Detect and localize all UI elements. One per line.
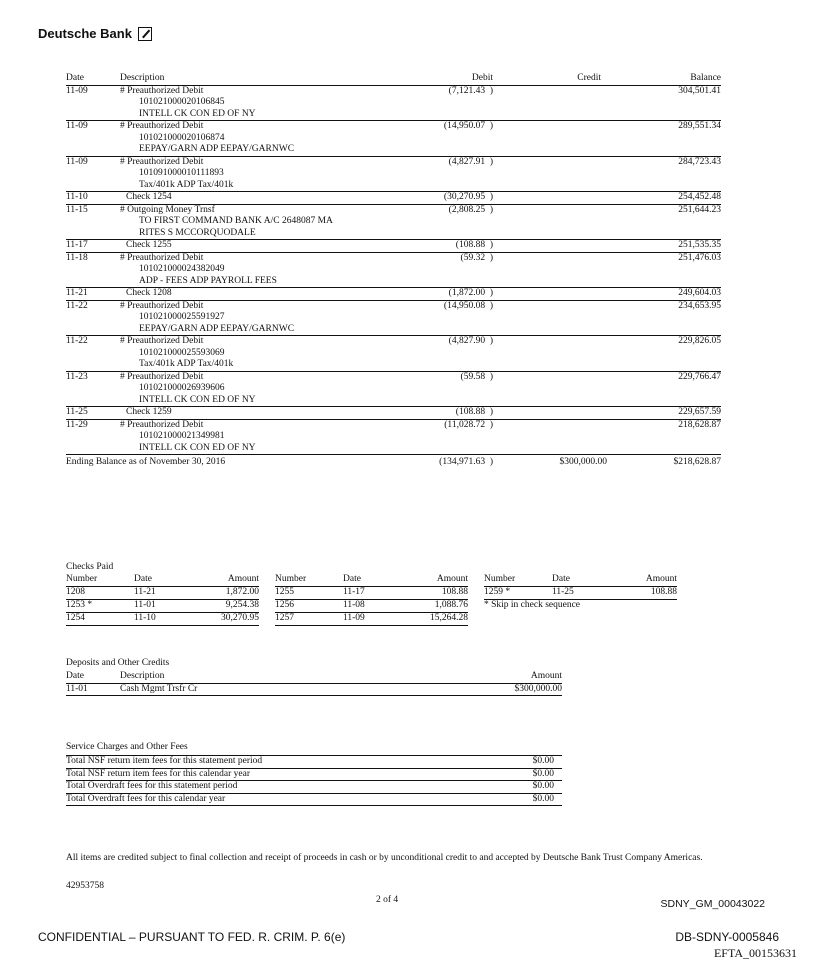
transaction-detail: INTELL CK CON ED OF NY bbox=[120, 109, 410, 121]
check-date: 11-21 bbox=[134, 587, 189, 600]
service-charge-label: Total Overdraft fees for this calendar year bbox=[66, 793, 472, 806]
checks-header-amount: Amount bbox=[189, 574, 259, 587]
transaction-date: 11-17 bbox=[66, 240, 120, 253]
transaction-debit bbox=[410, 276, 493, 288]
transaction-description: # Outgoing Money Trnsf bbox=[120, 204, 215, 215]
transaction-debit bbox=[410, 97, 493, 109]
transaction-debit bbox=[410, 431, 493, 443]
transaction-debit: (11,028.72 ) bbox=[444, 419, 493, 430]
check-amount: 15,264.28 bbox=[398, 613, 468, 626]
transaction-balance: 304,501.41 bbox=[678, 85, 721, 96]
checks-header-date: Date bbox=[343, 574, 398, 587]
transaction-description: # Preauthorized Debit bbox=[120, 252, 204, 263]
check-date: 11-17 bbox=[343, 587, 398, 600]
transaction-credit bbox=[493, 133, 613, 145]
transaction-detail: 101091000010111893 bbox=[139, 168, 224, 178]
transaction-row bbox=[66, 133, 721, 145]
transaction-debit bbox=[410, 180, 493, 192]
service-charge-amount: $0.00 bbox=[472, 756, 562, 769]
transaction-row bbox=[66, 85, 721, 97]
transaction-balance bbox=[613, 264, 721, 276]
transaction-row bbox=[66, 144, 721, 156]
transaction-description: # Preauthorized Debit bbox=[120, 300, 204, 311]
transaction-balance: 254,452.48 bbox=[613, 192, 721, 205]
transaction-credit bbox=[493, 431, 613, 443]
bates-db: DB-SDNY-0005846 bbox=[675, 930, 779, 944]
service-charge-amount: $0.00 bbox=[472, 781, 562, 794]
transaction-description: # Preauthorized Debit bbox=[120, 336, 204, 346]
transaction-date bbox=[66, 383, 120, 395]
transaction-detail: 101021000025593069 bbox=[139, 347, 225, 358]
transaction-row bbox=[66, 324, 721, 336]
service-charge-label: Total NSF return item fees for this calendar year bbox=[66, 768, 472, 781]
transaction-row bbox=[66, 121, 721, 133]
bates-efta: EFTA_00153631 bbox=[713, 946, 797, 960]
transaction-row bbox=[66, 419, 721, 431]
checks-header-number: Number bbox=[66, 574, 134, 587]
check-amount: 30,270.95 bbox=[189, 613, 259, 626]
check-number: 1259 * bbox=[484, 587, 552, 600]
bank-logo bbox=[38, 26, 152, 41]
deposit-row bbox=[66, 683, 562, 696]
transaction-description: # Preauthorized Debit bbox=[120, 371, 204, 382]
transaction-date bbox=[66, 324, 120, 336]
deposit-description: Cash Mgmt Trsfr Cr bbox=[120, 683, 452, 696]
check-date: 11-25 bbox=[552, 587, 607, 600]
checks-header-amount: Amount bbox=[398, 574, 468, 587]
transaction-debit: (108.88 ) bbox=[410, 240, 493, 253]
check-number: 1256 bbox=[275, 600, 343, 613]
transaction-debit: (4,827.91 ) bbox=[448, 156, 493, 167]
transaction-balance bbox=[613, 431, 721, 443]
check-number: 1257 bbox=[275, 613, 343, 626]
transaction-credit bbox=[493, 228, 613, 240]
transaction-detail: TO FIRST COMMAND BANK A/C 2648087 MA bbox=[139, 216, 333, 226]
checks-paid-column bbox=[66, 574, 259, 626]
transaction-date bbox=[66, 168, 120, 180]
bates-sdny: SDNY_GM_00043022 bbox=[660, 898, 765, 910]
transaction-detail: RITES S MCCORQUODALE bbox=[120, 228, 410, 240]
transaction-balance: 249,604.03 bbox=[613, 288, 721, 301]
transaction-credit bbox=[493, 443, 613, 455]
transaction-debit: (14,950.08 ) bbox=[443, 300, 493, 311]
account-reference: 42953758 bbox=[66, 881, 104, 891]
check-row bbox=[66, 600, 259, 613]
transaction-row bbox=[66, 109, 721, 121]
check-amount: 108.88 bbox=[607, 587, 677, 600]
transaction-date: 11-22 bbox=[66, 300, 88, 311]
transaction-credit bbox=[493, 240, 613, 253]
transaction-credit bbox=[493, 168, 613, 180]
transaction-credit bbox=[493, 144, 613, 156]
transaction-balance bbox=[613, 312, 721, 324]
transaction-row bbox=[66, 431, 721, 443]
transactions-table bbox=[66, 73, 721, 469]
transaction-balance: 218,628.87 bbox=[678, 419, 721, 430]
checks-header-number: Number bbox=[275, 574, 343, 587]
transaction-balance bbox=[613, 180, 721, 192]
header-debit: Debit bbox=[410, 73, 493, 85]
transaction-balance bbox=[613, 395, 721, 407]
transaction-debit bbox=[410, 133, 493, 145]
transaction-debit bbox=[410, 216, 493, 228]
check-row bbox=[66, 587, 259, 600]
service-charge-amount: $0.00 bbox=[472, 793, 562, 806]
header-credit: Credit bbox=[493, 73, 613, 85]
check-row bbox=[484, 587, 677, 600]
ending-balance-label: Ending Balance as of November 30, 2016 bbox=[66, 457, 226, 467]
transaction-row bbox=[66, 168, 721, 180]
transaction-row bbox=[66, 443, 721, 455]
transaction-detail: 101021000021349981 bbox=[139, 431, 225, 441]
transaction-row bbox=[66, 383, 721, 395]
transaction-row bbox=[66, 312, 721, 324]
check-date: 11-10 bbox=[134, 613, 189, 626]
bank-name: Deutsche Bank bbox=[38, 26, 132, 41]
transaction-credit bbox=[493, 109, 613, 121]
transaction-date: 11-15 bbox=[66, 204, 88, 215]
transaction-date bbox=[66, 216, 120, 228]
transaction-date: 11-09 bbox=[66, 156, 88, 167]
transaction-detail: Tax/401k ADP Tax/401k bbox=[120, 359, 410, 371]
transaction-row bbox=[66, 288, 721, 301]
transaction-description: # Preauthorized Debit bbox=[120, 156, 204, 167]
header-balance: Balance bbox=[613, 73, 721, 85]
checks-header-number: Number bbox=[484, 574, 552, 587]
service-charge-row bbox=[66, 793, 562, 806]
transaction-debit bbox=[410, 144, 493, 156]
transaction-detail: EEPAY/GARN ADP EEPAY/GARNWC bbox=[120, 144, 410, 156]
deutsche-bank-slash-icon bbox=[138, 27, 152, 41]
transaction-credit bbox=[493, 419, 613, 431]
check-number: 1253 * bbox=[66, 600, 134, 613]
disclaimer-text: All items are credited subject to final collection and receipt of proceeds in cash or by unconditional credit to and accepted by Deutsche Bank Trust Company Americas. bbox=[66, 853, 703, 863]
deposits-header-date: Date bbox=[66, 671, 120, 683]
transaction-debit: (59.32 ) bbox=[460, 252, 493, 263]
transaction-debit bbox=[410, 324, 493, 336]
transaction-detail: 101021000020106874 bbox=[139, 132, 225, 143]
transaction-debit bbox=[410, 383, 493, 395]
transaction-date bbox=[66, 443, 120, 455]
transaction-credit bbox=[493, 312, 613, 324]
transactions-header-row bbox=[66, 73, 721, 85]
transaction-balance: 251,476.03 bbox=[678, 252, 721, 263]
transaction-description: Check 1255 bbox=[120, 240, 410, 253]
check-row bbox=[275, 600, 468, 613]
service-charge-label: Total NSF return item fees for this statement period bbox=[66, 756, 472, 769]
transaction-balance bbox=[613, 348, 721, 360]
transaction-row bbox=[66, 204, 721, 216]
check-amount: 1,088.76 bbox=[398, 600, 468, 613]
check-number: 1208 bbox=[66, 587, 134, 600]
transaction-date bbox=[66, 264, 120, 276]
transaction-row bbox=[66, 300, 721, 312]
transaction-detail: ADP - FEES ADP PAYROLL FEES bbox=[120, 276, 410, 288]
transaction-description: Check 1259 bbox=[120, 407, 410, 420]
transaction-row bbox=[66, 276, 721, 288]
service-charges-title: Service Charges and Other Fees bbox=[66, 742, 188, 752]
ending-credit: $300,000.00 bbox=[559, 457, 607, 467]
transaction-row bbox=[66, 228, 721, 240]
deposits-table bbox=[66, 671, 562, 696]
deposits-header-description: Description bbox=[120, 671, 452, 683]
transaction-debit: (4,827.90 ) bbox=[448, 336, 493, 346]
transaction-date bbox=[66, 395, 120, 407]
transaction-date bbox=[66, 144, 120, 156]
transaction-credit bbox=[493, 204, 613, 216]
transaction-date bbox=[66, 180, 120, 192]
checks-paid-column bbox=[484, 574, 677, 612]
transaction-balance bbox=[613, 443, 721, 455]
service-charge-amount: $0.00 bbox=[472, 768, 562, 781]
transaction-credit bbox=[493, 395, 613, 407]
transaction-date bbox=[66, 133, 120, 145]
header-date: Date bbox=[66, 73, 120, 85]
transaction-row bbox=[66, 348, 721, 360]
transaction-date bbox=[66, 109, 120, 121]
transaction-row bbox=[66, 252, 721, 264]
transaction-description: Check 1208 bbox=[120, 288, 410, 301]
check-number: 1254 bbox=[66, 613, 134, 626]
checks-header-amount: Amount bbox=[607, 574, 677, 587]
transaction-debit bbox=[410, 228, 493, 240]
check-date: 11-01 bbox=[134, 600, 189, 613]
transaction-row bbox=[66, 395, 721, 407]
transaction-credit bbox=[493, 300, 613, 312]
transaction-detail: 101021000024382049 bbox=[139, 264, 225, 274]
transaction-row bbox=[66, 371, 721, 383]
check-row bbox=[275, 613, 468, 626]
check-amount: 1,872.00 bbox=[189, 587, 259, 600]
transaction-debit bbox=[410, 443, 493, 455]
transaction-credit bbox=[493, 180, 613, 192]
transaction-description: # Preauthorized Debit bbox=[120, 85, 204, 96]
transaction-balance: 234,653.95 bbox=[678, 300, 721, 311]
transaction-balance bbox=[613, 228, 721, 240]
service-charge-row bbox=[66, 781, 562, 794]
deposit-date: 11-01 bbox=[66, 683, 120, 696]
deposits-title: Deposits and Other Credits bbox=[66, 658, 170, 668]
check-number: 1255 bbox=[275, 587, 343, 600]
transaction-row bbox=[66, 97, 721, 109]
transaction-balance: 229,826.05 bbox=[678, 336, 721, 346]
transaction-credit bbox=[493, 371, 613, 383]
transaction-row bbox=[66, 216, 721, 228]
ending-debit: (134,971.63 ) bbox=[439, 457, 493, 467]
check-row bbox=[275, 587, 468, 600]
transaction-credit bbox=[493, 264, 613, 276]
transaction-balance bbox=[613, 324, 721, 336]
transaction-date bbox=[66, 312, 120, 324]
skip-note: * Skip in check sequence bbox=[484, 600, 581, 610]
transaction-row bbox=[66, 240, 721, 253]
transaction-date: 11-22 bbox=[66, 336, 88, 346]
transaction-row bbox=[66, 407, 721, 420]
transaction-balance: 251,644.23 bbox=[678, 204, 721, 215]
transaction-row bbox=[66, 180, 721, 192]
transaction-debit bbox=[410, 168, 493, 180]
transaction-row bbox=[66, 264, 721, 276]
transaction-date bbox=[66, 97, 120, 109]
checks-header-date: Date bbox=[552, 574, 607, 587]
transaction-credit bbox=[493, 192, 613, 205]
transaction-debit bbox=[410, 395, 493, 407]
transaction-debit bbox=[410, 359, 493, 371]
transaction-detail: INTELL CK CON ED OF NY bbox=[120, 443, 410, 455]
transaction-date bbox=[66, 359, 120, 371]
check-date: 11-09 bbox=[343, 613, 398, 626]
transaction-row bbox=[66, 156, 721, 168]
checks-paid-column bbox=[275, 574, 468, 626]
transaction-balance: 229,657.59 bbox=[613, 407, 721, 420]
transaction-date: 11-10 bbox=[66, 192, 120, 205]
transaction-balance: 229,766.47 bbox=[678, 371, 721, 382]
transaction-credit bbox=[493, 324, 613, 336]
page-number: 2 of 4 bbox=[376, 895, 399, 905]
transaction-row bbox=[66, 336, 721, 348]
transaction-balance: 251,535.35 bbox=[613, 240, 721, 253]
check-date: 11-08 bbox=[343, 600, 398, 613]
ending-balance: $218,628.87 bbox=[673, 457, 721, 467]
transaction-description: # Preauthorized Debit bbox=[120, 121, 204, 131]
transaction-date bbox=[66, 431, 120, 443]
transaction-balance bbox=[613, 276, 721, 288]
service-charge-row bbox=[66, 756, 562, 769]
transaction-credit bbox=[493, 276, 613, 288]
transaction-debit: (108.88 ) bbox=[410, 407, 493, 420]
transaction-date bbox=[66, 348, 120, 360]
transaction-credit bbox=[493, 336, 613, 348]
transaction-debit bbox=[410, 264, 493, 276]
transaction-debit: (1,872.00 ) bbox=[410, 288, 493, 301]
transaction-credit bbox=[493, 383, 613, 395]
transaction-date: 11-25 bbox=[66, 407, 120, 420]
transaction-row bbox=[66, 192, 721, 205]
transaction-credit bbox=[493, 252, 613, 264]
transaction-balance: 284,723.43 bbox=[678, 156, 721, 167]
check-amount: 108.88 bbox=[398, 587, 468, 600]
transaction-detail: 101021000026939606 bbox=[139, 383, 225, 393]
transaction-description: # Preauthorized Debit bbox=[120, 419, 204, 430]
transaction-balance bbox=[613, 97, 721, 109]
skip-note-row bbox=[484, 600, 677, 613]
transaction-credit bbox=[493, 121, 613, 133]
check-row bbox=[66, 613, 259, 626]
transaction-debit: (14,950.07 ) bbox=[443, 121, 493, 131]
transaction-debit: (7,121.43 ) bbox=[448, 85, 493, 96]
transaction-balance bbox=[613, 359, 721, 371]
transaction-credit bbox=[493, 156, 613, 168]
transaction-row bbox=[66, 359, 721, 371]
transaction-date bbox=[66, 228, 120, 240]
transaction-debit: (59.58 ) bbox=[460, 371, 493, 382]
transaction-balance bbox=[613, 168, 721, 180]
header-description: Description bbox=[120, 73, 410, 85]
check-amount: 9,254.38 bbox=[189, 600, 259, 613]
transaction-balance bbox=[613, 383, 721, 395]
transaction-credit bbox=[493, 85, 613, 97]
transaction-detail: EEPAY/GARN ADP EEPAY/GARNWC bbox=[120, 324, 410, 336]
transaction-credit bbox=[493, 359, 613, 371]
transaction-date: 11-23 bbox=[66, 371, 88, 382]
transaction-credit bbox=[493, 288, 613, 301]
transaction-date: 11-21 bbox=[66, 288, 120, 301]
deposit-amount: $300,000.00 bbox=[452, 683, 562, 696]
transaction-date: 11-18 bbox=[66, 252, 88, 263]
transaction-debit: (2,808.25 ) bbox=[448, 204, 493, 215]
transaction-date: 11-29 bbox=[66, 419, 88, 430]
transaction-balance: 289,551.34 bbox=[678, 121, 721, 131]
deposits-header-amount: Amount bbox=[452, 671, 562, 683]
transaction-debit: (30,270.95 ) bbox=[410, 192, 493, 205]
transaction-detail: 101021000025591927 bbox=[139, 312, 225, 322]
transaction-credit bbox=[493, 97, 613, 109]
transaction-debit bbox=[410, 312, 493, 324]
transaction-date bbox=[66, 276, 120, 288]
service-charge-row bbox=[66, 768, 562, 781]
transaction-balance bbox=[613, 133, 721, 145]
transaction-balance bbox=[613, 216, 721, 228]
transaction-detail: 101021000020106845 bbox=[139, 97, 225, 107]
transaction-credit bbox=[493, 348, 613, 360]
service-charges-table bbox=[66, 755, 562, 806]
transaction-credit bbox=[493, 407, 613, 420]
transactions-body bbox=[66, 85, 721, 469]
checks-header-date: Date bbox=[134, 574, 189, 587]
transaction-balance bbox=[613, 109, 721, 121]
transaction-balance bbox=[613, 144, 721, 156]
transaction-detail: Tax/401k ADP Tax/401k bbox=[120, 180, 410, 192]
transaction-date: 11-09 bbox=[66, 121, 88, 131]
transaction-description: Check 1254 bbox=[120, 192, 410, 205]
confidential-notice: CONFIDENTIAL – PURSUANT TO FED. R. CRIM. P. 6(e) bbox=[38, 930, 346, 944]
transaction-date: 11-09 bbox=[66, 85, 88, 96]
transaction-detail: INTELL CK CON ED OF NY bbox=[120, 395, 410, 407]
transaction-debit bbox=[410, 348, 493, 360]
ending-balance-row bbox=[66, 455, 721, 469]
transaction-debit bbox=[410, 109, 493, 121]
checks-paid-title: Checks Paid bbox=[66, 562, 114, 572]
service-charge-label: Total Overdraft fees for this statement period bbox=[66, 781, 472, 794]
transaction-credit bbox=[493, 216, 613, 228]
